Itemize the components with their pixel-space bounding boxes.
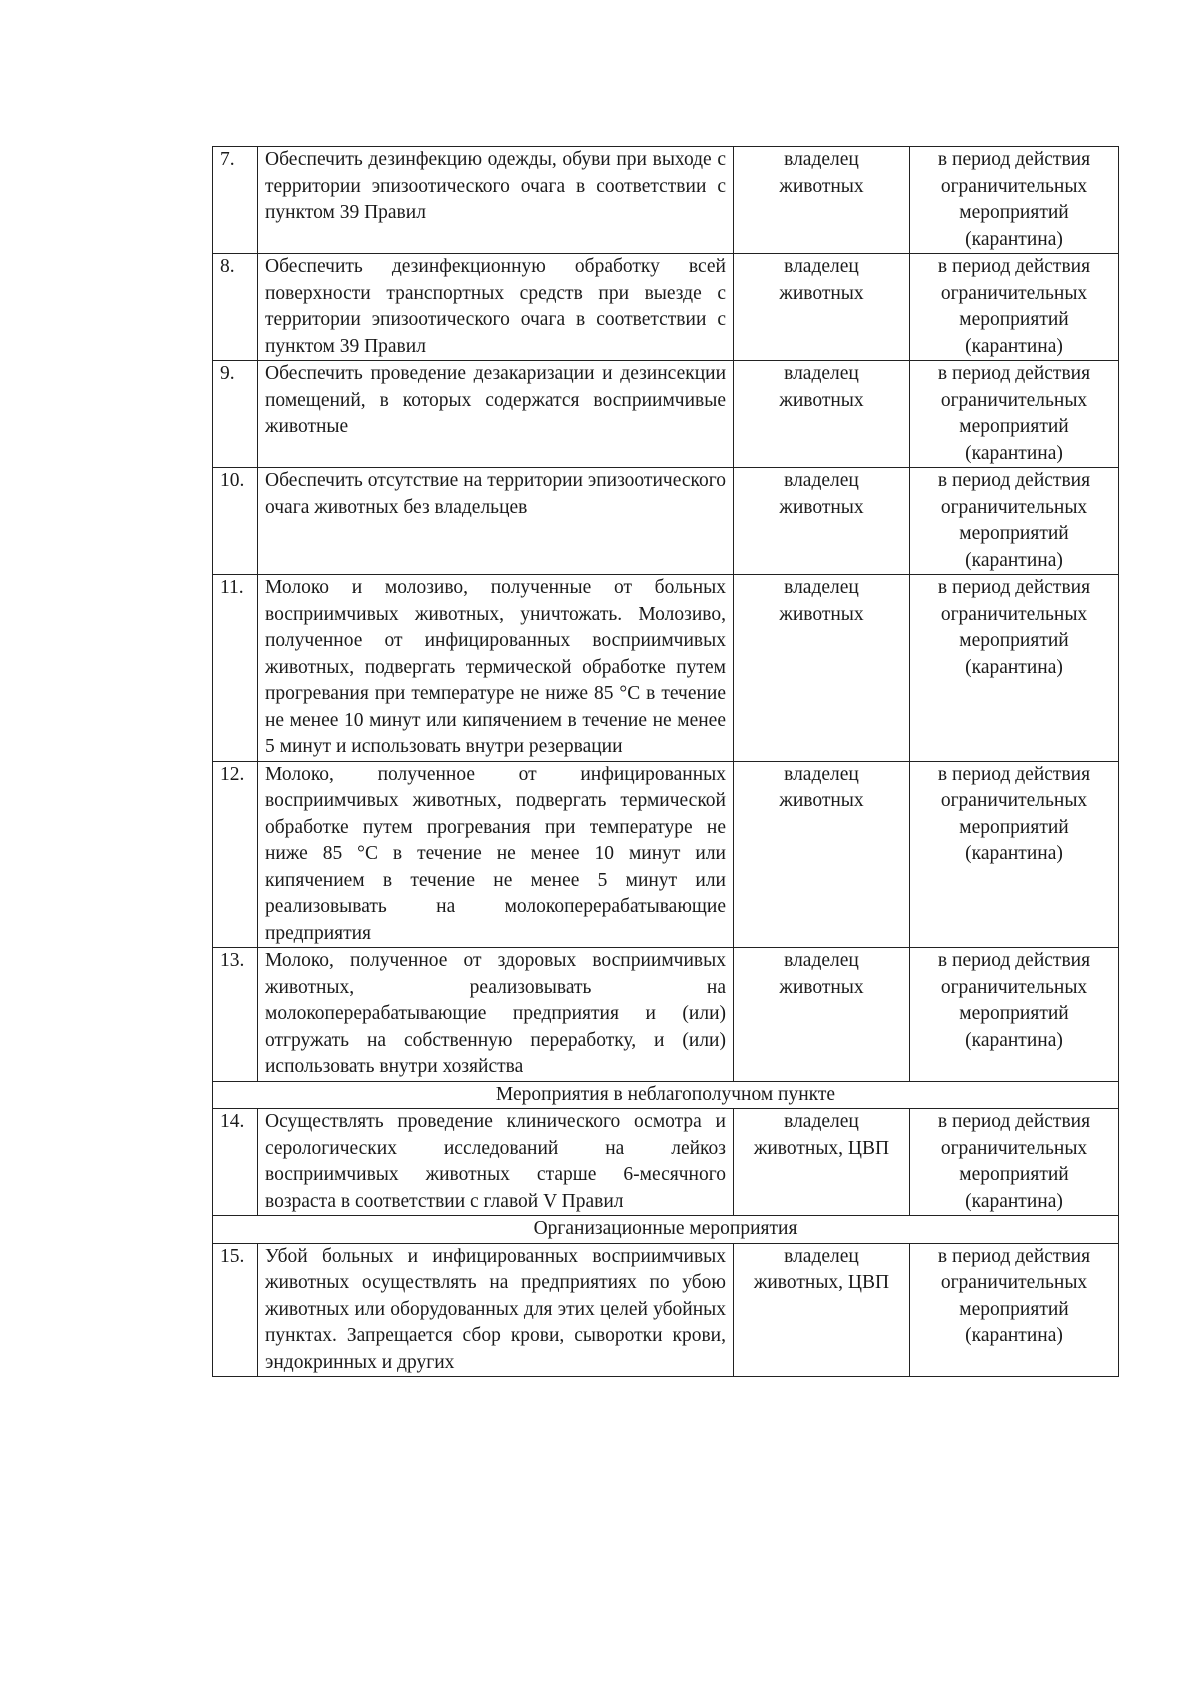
execution-term: в период действия ограничительных мероприятий (карантина) [910, 948, 1119, 1082]
row-number: 11. [213, 575, 258, 762]
table-row [213, 761, 1119, 948]
table-row [213, 254, 1119, 361]
row-number: 14. [213, 1109, 258, 1216]
section-header-row [213, 1081, 1119, 1109]
execution-term: в период действия ограничительных мероприятий (карантина) [910, 1109, 1119, 1216]
responsible-party: владелец животных [734, 948, 910, 1082]
responsible-party: владелец животных [734, 361, 910, 468]
section-header-row [213, 1216, 1119, 1244]
row-number: 8. [213, 254, 258, 361]
execution-term: в период действия ограничительных мероприятий (карантина) [910, 761, 1119, 948]
measure-text: Молоко, полученное от инфицированных восприимчивых животных, подвергать термической обработке путем прогревания при температуре не ниже 85 °С в течение не менее 10 минут или кипячением в течение не менее 5 минут или реализовывать на молокоперерабатывающие предприятия [258, 761, 734, 948]
measure-text: Обеспечить дезинфекционную обработку всей поверхности транспортных средств при выезде с территории эпизоотического очага в соответствии с пунктом 39 Правил [258, 254, 734, 361]
execution-term: в период действия ограничительных мероприятий (карантина) [910, 254, 1119, 361]
measure-text: Убой больных и инфицированных восприимчивых животных осуществлять на предприятиях по убою животных или оборудованных для этих целей убойных пунктах. Запрещается сбор крови, сыворотки крови, эндокринных и других [258, 1243, 734, 1377]
responsible-party: владелец животных, ЦВП [734, 1109, 910, 1216]
responsible-party: владелец животных [734, 761, 910, 948]
section-title: Мероприятия в неблагополучном пункте [213, 1081, 1119, 1109]
table-row [213, 1243, 1119, 1377]
row-number: 12. [213, 761, 258, 948]
responsible-party: владелец животных, ЦВП [734, 1243, 910, 1377]
measures-table [212, 146, 1119, 1377]
table-row [213, 147, 1119, 254]
table-row [213, 1109, 1119, 1216]
measure-text: Обеспечить проведение дезакаризации и дезинсекции помещений, в которых содержатся восприимчивые животные [258, 361, 734, 468]
measure-text: Молоко, полученное от здоровых восприимчивых животных, реализовывать на молокоперерабатывающие предприятия и (или) отгружать на собственную переработку, и (или) использовать внутри хозяйства [258, 948, 734, 1082]
table-row [213, 361, 1119, 468]
row-number: 15. [213, 1243, 258, 1377]
row-number: 13. [213, 948, 258, 1082]
row-number: 10. [213, 468, 258, 575]
execution-term: в период действия ограничительных мероприятий (карантина) [910, 147, 1119, 254]
execution-term: в период действия ограничительных мероприятий (карантина) [910, 1243, 1119, 1377]
row-number: 9. [213, 361, 258, 468]
measure-text: Молоко и молозиво, полученные от больных восприимчивых животных, уничтожать. Молозиво, полученное от инфицированных восприимчивых животных, подвергать термической обработке путем прогревания при температуре не ниже 85 °С в течение не менее 10 минут или кипячением в течение не менее 5 минут и использовать внутри резервации [258, 575, 734, 762]
responsible-party: владелец животных [734, 575, 910, 762]
table-row [213, 468, 1119, 575]
measure-text: Обеспечить дезинфекцию одежды, обуви при выходе с территории эпизоотического очага в соответствии с пунктом 39 Правил [258, 147, 734, 254]
table-row [213, 575, 1119, 762]
execution-term: в период действия ограничительных мероприятий (карантина) [910, 575, 1119, 762]
responsible-party: владелец животных [734, 468, 910, 575]
measure-text: Осуществлять проведение клинического осмотра и серологических исследований на лейкоз восприимчивых животных старше 6-месячного возраста в соответствии с главой V Правил [258, 1109, 734, 1216]
execution-term: в период действия ограничительных мероприятий (карантина) [910, 361, 1119, 468]
responsible-party: владелец животных [734, 254, 910, 361]
responsible-party: владелец животных [734, 147, 910, 254]
measure-text: Обеспечить отсутствие на территории эпизоотического очага животных без владельцев [258, 468, 734, 575]
execution-term: в период действия ограничительных мероприятий (карантина) [910, 468, 1119, 575]
table-row [213, 948, 1119, 1082]
row-number: 7. [213, 147, 258, 254]
section-title: Организационные мероприятия [213, 1216, 1119, 1244]
